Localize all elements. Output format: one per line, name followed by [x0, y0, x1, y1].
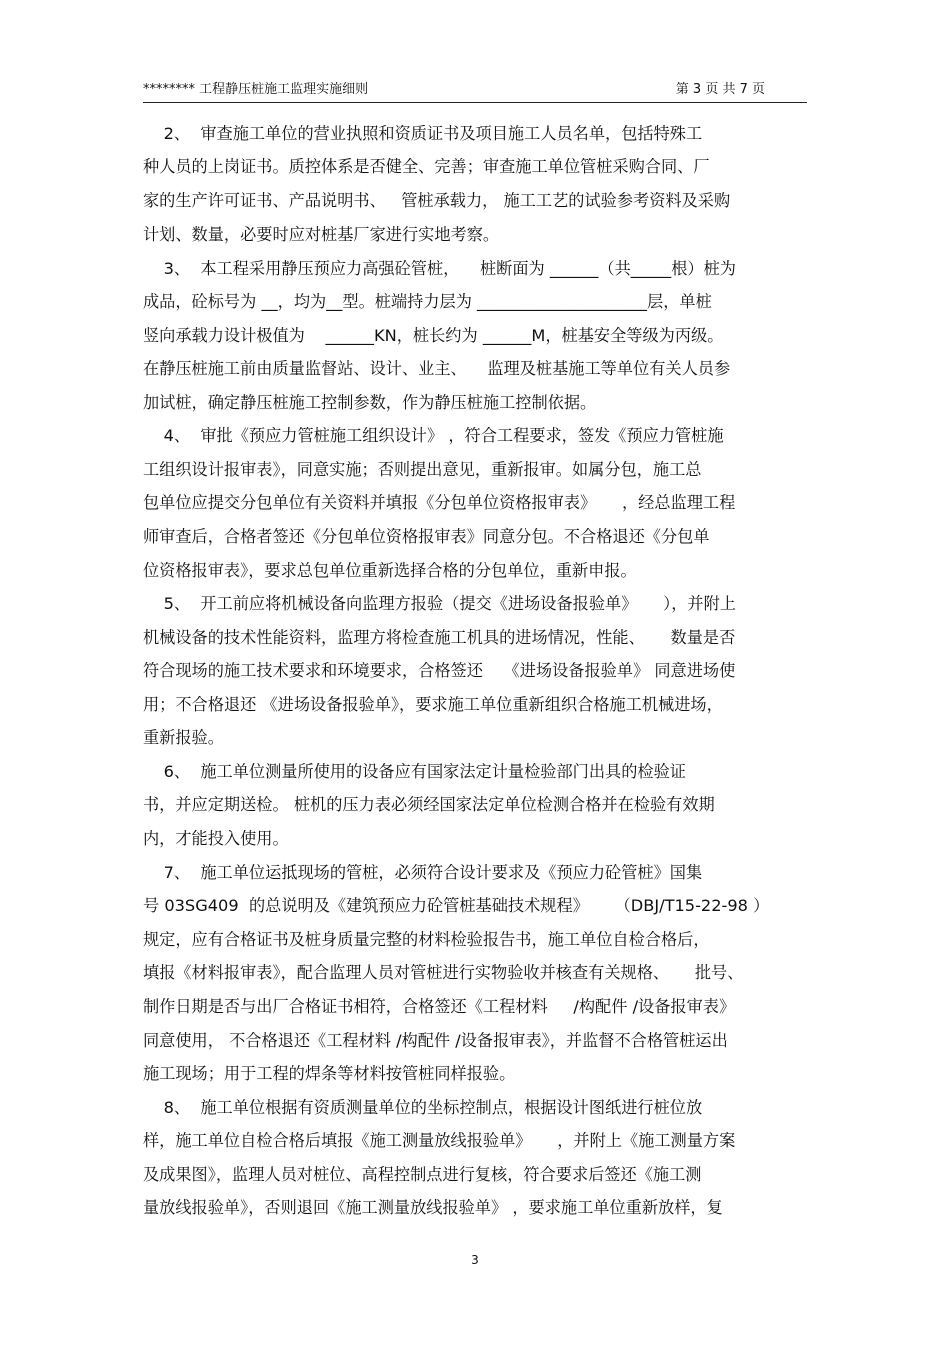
- text-line: 2、 审查施工单位的营业执照和资质证书及项目施工人员名单，包括特殊工: [143, 124, 703, 143]
- text-line: 种人员的上岗证书。质控体系是否健全、完善；审查施工单位管桩采购合同、厂: [143, 157, 710, 176]
- text-line: 在静压桩施工前由质量监督站、设计、业主、 监理及桩基施工等单位有关人员参: [143, 359, 731, 378]
- text-line: 规定，应有合格证书及桩身质量完整的材料检验报告书，施工单位自检合格后，: [143, 930, 710, 949]
- text-line: 5、 开工前应将机械设备向监理方报验（提交《进场设备报验单》 ），并附上: [143, 594, 736, 613]
- text-line: 机械设备的技术性能资料，监理方将检查施工机具的进场情况，性能、 数量是否: [143, 628, 736, 647]
- text-line: 计划、数量，必要时应对桩基厂家进行实地考察。: [143, 225, 500, 244]
- page-number: 3: [471, 1253, 479, 1267]
- text-line: 号 03SG409 的总说明及《建筑预应力砼管桩基础技术规程》 （DBJ/T15-22-98 ）: [143, 896, 770, 915]
- text-line: 内，才能投入使用。: [143, 829, 289, 848]
- text-line: 同意使用， 不合格退还《工程材料 /构配件 /设备报审表》，并监督不合格管桩运出: [143, 1031, 728, 1050]
- text-line: 4、 审批《预应力管桩施工组织设计》 ，符合工程要求，签发《预应力管桩施: [143, 426, 724, 445]
- text-line: 包单位应提交分包单位有关资料并填报《分包单位资格报审表》 ，经总监理工程: [143, 493, 736, 512]
- text-line: 量放线报验单》，否则退回《施工测量放线报验单》 ，要求施工单位重新放样，复: [143, 1198, 723, 1217]
- text-line: 师审查后，合格者签还《分包单位资格报审表》同意分包。不合格退还《分包单: [143, 527, 710, 546]
- text-line: 工组织设计报审表》，同意实施；否则提出意见，重新报审。如属分包，施工总: [143, 460, 702, 479]
- text-line: 样，施工单位自检合格后填报《施工测量放线报验单》 ，并附上《施工测量方案: [143, 1131, 736, 1150]
- text-line: 用；不合格退还 《进场设备报验单》，要求施工单位重新组织合格施工机械进场，: [143, 695, 723, 714]
- text-line: 制作日期是否与出厂合格证书相符，合格签还《工程材料 /构配件 /设备报审表》: [143, 997, 736, 1016]
- text-line: 7、 施工单位运抵现场的管桩，必须符合设计要求及《预应力砼管桩》国集: [143, 863, 703, 882]
- text-line: 重新报验。: [143, 728, 224, 747]
- text-line: 家的生产许可证书、产品说明书、 管桩承载力， 施工工艺的试验参考资料及采购: [143, 191, 731, 210]
- text-line: 竖向承载力设计极值为 ______KN，桩长约为 ______M，桩基安全等级为丙级。: [143, 326, 724, 345]
- text-line: 及成果图》，监理人员对桩位、高程控制点进行复核，符合要求后签还《施工测: [143, 1165, 702, 1184]
- page-info: 第 3 页 共 7 页: [675, 82, 765, 97]
- text-line: 符合现场的施工技术要求和环境要求，合格签还 《进场设备报验单》 同意进场使: [143, 661, 736, 680]
- text-line: 成品，砼标号为 __，均为__型。桩端持力层为 _____________________层，单桩: [143, 292, 712, 311]
- text-line: 填报《材料报审表》，配合监理人员对管桩进行实物验收并核查有关规格、 批号、: [143, 963, 744, 982]
- text-line: 3、 本工程采用静压预应力高强砼管桩， 桩断面为 ______（共_____根）桩为: [143, 259, 736, 278]
- text-line: 书，并应定期送检。 桩机的压力表必须经国家法定单位检测合格并在检验有效期: [143, 795, 715, 814]
- page-header: [143, 70, 807, 103]
- text-line: 位资格报审表》，要求总包单位重新选择合格的分包单位，重新申报。: [143, 561, 637, 580]
- text-line: 8、 施工单位根据有资质测量单位的坐标控制点，根据设计图纸进行桩位放: [143, 1098, 703, 1117]
- text-line: 6、 施工单位测量所使用的设备应有国家法定计量检验部门出具的检验证: [143, 762, 686, 781]
- text-line: 加试桩，确定静压桩施工控制参数，作为静压桩施工控制依据。: [143, 393, 597, 412]
- document-title: ******** 工程静压桩施工监理实施细则: [143, 82, 369, 97]
- text-line: 施工现场；用于工程的焊条等材料按管桩同样报验。: [143, 1064, 516, 1083]
